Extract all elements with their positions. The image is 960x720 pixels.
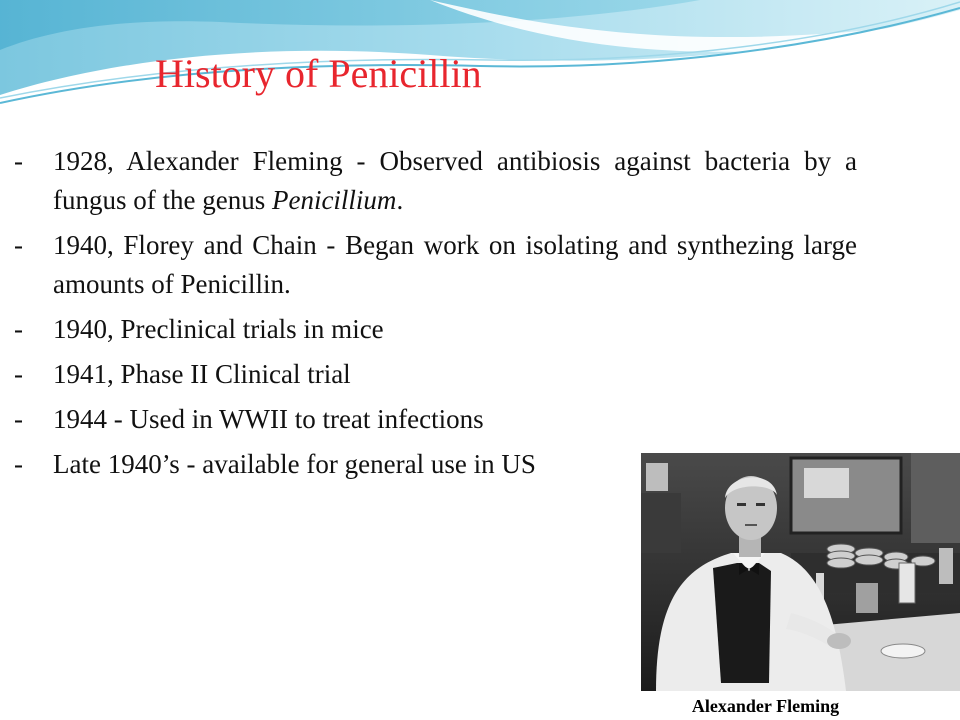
alexander-fleming-photo <box>641 453 960 691</box>
bullet-text: Late 1940’s - available for general use in US <box>53 449 536 479</box>
bullet-dash: - <box>14 146 23 176</box>
bullet-dash: - <box>14 314 23 344</box>
bullet-text: 1940, Preclinical trials in mice <box>53 314 384 344</box>
bullet-dash: - <box>14 404 23 434</box>
bullet-list <box>14 142 857 490</box>
slide-title: History of Penicillin <box>155 51 482 96</box>
bullet-item <box>14 310 857 349</box>
bullet-dash: - <box>14 230 23 260</box>
bullet-text <box>53 142 857 220</box>
bullet-dash: - <box>14 449 23 479</box>
genus-name: Penicillium <box>271 185 397 215</box>
bullet-text: 1941, Phase II Clinical trial <box>53 359 351 389</box>
bullet-item <box>14 355 857 394</box>
bullet-dash: - <box>14 359 23 389</box>
bullet-text: 1940, Florey and Chain - Began work on isolating and synthezing large amounts of Penicillin. <box>53 230 857 299</box>
bullet-text-main: 1928, Alexander Fleming - Observed antibiosis against bacteria by a fungus of the genus <box>53 146 857 215</box>
photo-illustration <box>641 453 960 691</box>
bullet-item <box>14 226 857 304</box>
bullet-text-end: . <box>396 185 404 215</box>
bullet-item <box>14 400 857 439</box>
bullet-item <box>14 142 857 220</box>
bullet-text: 1944 - Used in WWII to treat infections <box>53 404 484 434</box>
photo-caption: Alexander Fleming <box>691 696 840 716</box>
